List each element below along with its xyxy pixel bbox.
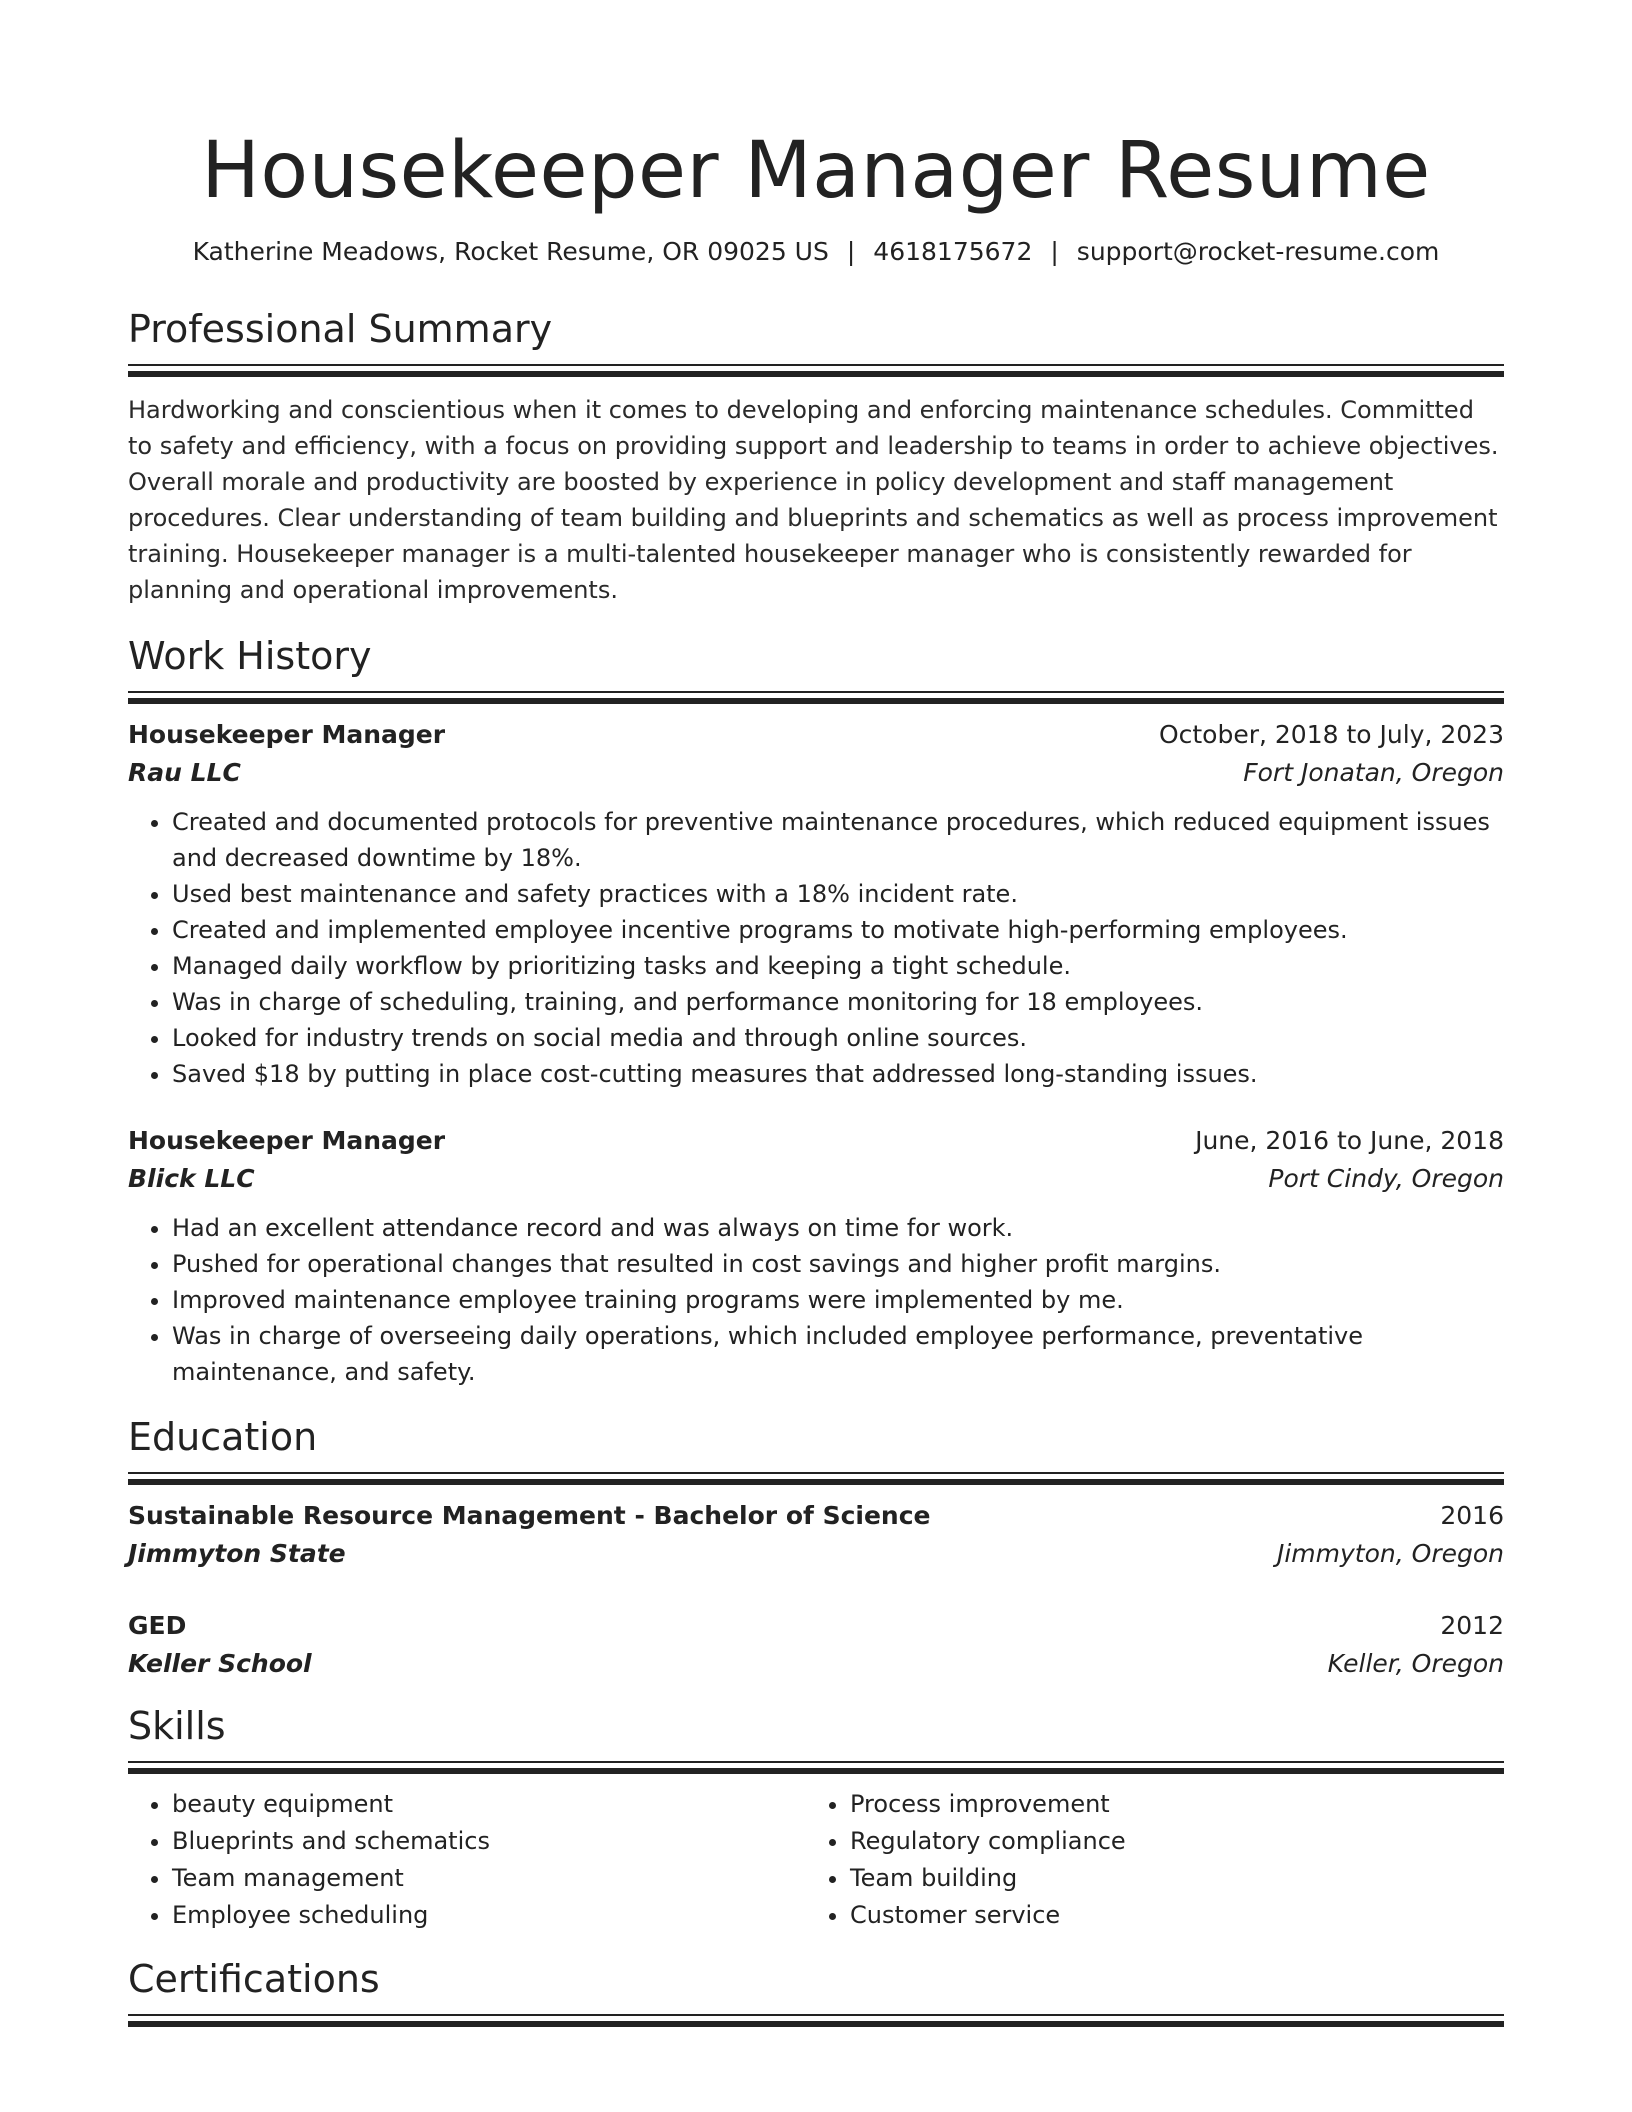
skill-item: • Customer service (850, 1897, 1484, 1934)
job-location: Fort Jonatan, Oregon (1243, 758, 1504, 787)
section-title-education: Education (128, 1415, 318, 1459)
list-item: • Managed daily workflow by prioritizing tasks and keeping a tight schedule. (172, 948, 1504, 984)
contact-phone: 4618175672 (873, 237, 1033, 266)
job-entry (128, 716, 1504, 1092)
section-title-certifications: Certifications (128, 1957, 380, 2001)
skills-column-right (806, 1786, 1484, 1934)
education-entry (128, 1497, 1504, 1573)
section-title-summary: Professional Summary (128, 307, 553, 351)
resume-page (128, 0, 1504, 2025)
job-dates: June, 2016 to June, 2018 (1195, 1126, 1504, 1155)
skill-item: • Regulatory compliance (850, 1823, 1484, 1860)
list-item: • Was in charge of overseeing daily operations, which included employee performance, preventative maintenance, and safety. (172, 1318, 1504, 1390)
skills-section (128, 1703, 1504, 1934)
education-degree: Sustainable Resource Management - Bachelor of Science (128, 1501, 931, 1530)
job-bullets (128, 1210, 1504, 1390)
education-degree: GED (128, 1611, 187, 1640)
job-dates: October, 2018 to July, 2023 (1158, 720, 1504, 749)
skill-item: • Employee scheduling (172, 1897, 806, 1934)
contact-email: support@rocket-resume.com (1076, 237, 1440, 266)
contact-address: Katherine Meadows, Rocket Resume, OR 09025 US (192, 237, 829, 266)
skill-item: • Team building (850, 1860, 1484, 1897)
resume-title: Housekeeper Manager Resume (201, 126, 1431, 216)
section-divider (128, 691, 1504, 702)
skill-item: • Team management (172, 1860, 806, 1897)
job-entry (128, 1122, 1504, 1390)
job-bullets (128, 804, 1504, 1092)
education-school: Keller School (128, 1649, 312, 1678)
section-divider (128, 2014, 1504, 2025)
education-year: 2016 (1440, 1501, 1504, 1530)
skills-columns (128, 1786, 1504, 1934)
summary-text: Hardworking and conscientious when it comes to developing and enforcing maintenance schedules. Committed to safety and efficiency, with a focus on providing support and leadership to teams in order to achieve objectives. Overall morale and productivity are boosted by experience in policy development and staff management procedures. Clear understanding of team building and blueprints and schematics as well as process improvement training. Housekeeper manager is a multi-talented housekeeper manager who is consistently rewarded for planning and operational improvements. (128, 396, 1499, 604)
list-item: • Was in charge of scheduling, training, and performance monitoring for 18 employees. (172, 984, 1504, 1020)
section-divider (128, 364, 1504, 375)
skill-item: • Process improvement (850, 1786, 1484, 1823)
list-item: • Saved $18 by putting in place cost-cutting measures that addressed long-standing issues. (172, 1056, 1504, 1092)
section-title-work: Work History (128, 634, 372, 678)
job-title: Housekeeper Manager (128, 720, 446, 749)
list-item: • Created and documented protocols for preventive maintenance procedures, which reduced equipment issues and decreased downtime by 18%. (172, 804, 1504, 876)
skill-item: • beauty equipment (172, 1786, 806, 1823)
skill-item: • Blueprints and schematics (172, 1823, 806, 1860)
list-item: • Looked for industry trends on social media and through online sources. (172, 1020, 1504, 1056)
education-location: Keller, Oregon (1327, 1649, 1504, 1678)
certifications-section (128, 1956, 1504, 2025)
section-divider (128, 1472, 1504, 1483)
list-item: • Had an excellent attendance record and was always on time for work. (172, 1210, 1504, 1246)
section-title-skills: Skills (128, 1704, 226, 1748)
job-company: Rau LLC (128, 758, 241, 787)
education-school: Jimmyton State (128, 1539, 346, 1568)
list-item: • Pushed for operational changes that resulted in cost savings and higher profit margins. (172, 1246, 1504, 1282)
list-item: • Used best maintenance and safety practices with a 18% incident rate. (172, 876, 1504, 912)
education-section (128, 1414, 1504, 1683)
summary-section (128, 306, 1504, 608)
work-section (128, 633, 1504, 1390)
contact-separator: | (846, 237, 856, 266)
education-year: 2012 (1440, 1611, 1504, 1640)
section-divider (128, 1761, 1504, 1772)
list-item: • Created and implemented employee incentive programs to motivate high-performing employees. (172, 912, 1504, 948)
contact-separator: | (1050, 237, 1059, 266)
contact-line (128, 236, 1504, 268)
list-item: • Improved maintenance employee training programs were implemented by me. (172, 1282, 1504, 1318)
job-company: Blick LLC (128, 1164, 255, 1193)
job-location: Port Cindy, Oregon (1268, 1164, 1504, 1193)
education-entry (128, 1607, 1504, 1683)
education-location: Jimmyton, Oregon (1276, 1539, 1504, 1568)
job-title: Housekeeper Manager (128, 1126, 446, 1155)
skills-column-left (128, 1786, 806, 1934)
